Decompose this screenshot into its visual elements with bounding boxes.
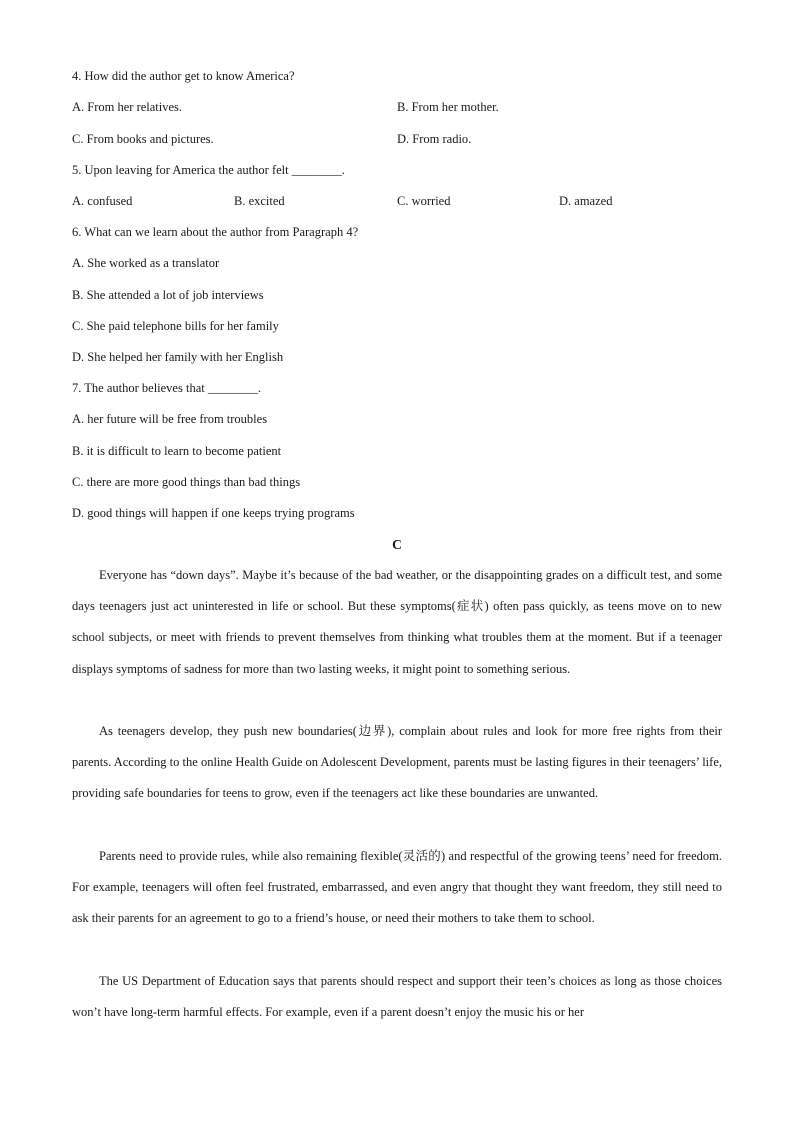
question-4-stem: 4. How did the author get to know America?: [72, 69, 295, 83]
question-6-option-b: B. She attended a lot of job interviews: [72, 288, 264, 302]
passage-paragraph-4: The US Department of Education says that parents should respect and support their teen’s choices as long as those choices won’t have long-term harmful effects. For example, even if a parent doesn’t enjoy the music his or her: [72, 974, 722, 1020]
question-4-option-a: A. From her relatives.: [72, 100, 183, 114]
passage-paragraph-3: Parents need to provide rules, while also remaining flexible(灵活的) and respectful of the growing teens’ need for freedom. For example, teenagers will often feel frustrated, embarrassed, and even angry that thought they want freedom, they still need to ask their parents for an agreement to go to a friend’s house, or need their mothers to take them to school.: [72, 849, 722, 926]
passage-paragraph-2: As teenagers develop, they push new boundaries(边界), complain about rules and look for more free rights from their parents. According to the online Health Guide on Adolescent Development, parents must be lasting figures in their teenagers’ life, providing safe boundaries for teens to grow, even if the teenagers act like these boundaries are unwanted.: [72, 724, 722, 801]
question-5-option-d: D. amazed: [559, 194, 613, 208]
question-7-option-a: A. her future will be free from troubles: [72, 412, 268, 426]
question-7-stem: 7. The author believes that ________.: [72, 381, 261, 395]
question-7-option-b: B. it is difficult to learn to become patient: [72, 444, 282, 458]
question-7-option-d: D. good things will happen if one keeps trying programs: [72, 506, 355, 520]
question-7-option-c: C. there are more good things than bad things: [72, 475, 301, 489]
question-6-stem: 6. What can we learn about the author from Paragraph 4?: [72, 225, 359, 239]
question-6-option-c: C. She paid telephone bills for her family: [72, 319, 279, 333]
question-6-option-a: A. She worked as a translator: [72, 256, 220, 270]
question-5-stem: 5. Upon leaving for America the author felt ________.: [72, 163, 345, 177]
question-4-option-b: B. From her mother.: [397, 100, 499, 114]
section-heading: C: [392, 537, 402, 552]
question-4-option-c: C. From books and pictures.: [72, 132, 214, 146]
question-5-option-c: C. worried: [397, 194, 451, 208]
question-5-option-a: A. confused: [72, 194, 133, 208]
question-6-option-d: D. She helped her family with her English: [72, 350, 284, 364]
question-5-option-b: B. excited: [234, 194, 285, 208]
passage-paragraph-1: Everyone has “down days”. Maybe it’s because of the bad weather, or the disappointing grades on a difficult test, and some days teenagers just act uninterested in life or school. But these symptoms(症状) often pass quickly, as teens move on to new school subjects, or meet with friends to prevent themselves from thinking what troubles them at the moment. But if a teenager displays symptoms of sadness for more than two lasting weeks, it might point to something serious.: [72, 568, 722, 676]
question-4-option-d: D. From radio.: [397, 132, 472, 146]
